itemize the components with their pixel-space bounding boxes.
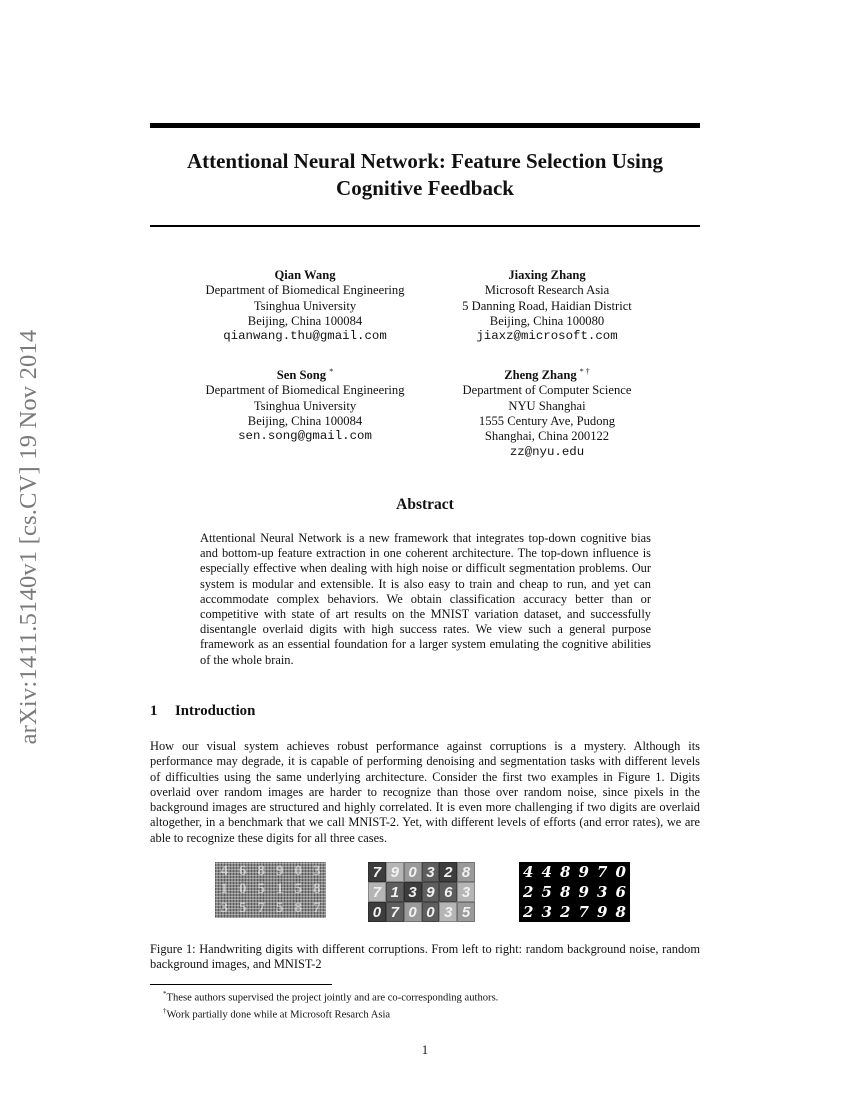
author-affiliation: NYU Shanghai bbox=[508, 398, 586, 413]
author-affiliation: 1555 Century Ave, Pudong bbox=[478, 414, 616, 429]
title-top-rule bbox=[150, 123, 700, 128]
author-affiliation: Shanghai, China 200122 bbox=[484, 429, 610, 444]
author-affiliation: Microsoft Research Asia bbox=[484, 283, 610, 298]
arxiv-identifier-text: arXiv:1411.5140v1 [cs.CV] 19 Nov 2014 bbox=[15, 329, 42, 745]
author-email: zz@nyu.edu bbox=[509, 444, 585, 459]
figure-panel-mnist-2: 4 4 8 9 7 0 2 5 8 9 3 6 2 3 2 7 9 8 bbox=[519, 862, 630, 922]
title-line-1: Attentional Neural Network: Feature Selection Using bbox=[186, 149, 664, 173]
author-affiliation: Department of Biomedical Engineering bbox=[205, 383, 405, 398]
section-heading-introduction bbox=[150, 703, 255, 720]
page-number: 1 bbox=[421, 1043, 429, 1057]
author-email: sen.song@gmail.com bbox=[238, 429, 372, 444]
author-affiliation: Beijing, China 100080 bbox=[489, 314, 605, 329]
abstract-text: Attentional Neural Network is a new framework that integrates top-down cognitive bias and bottom-up feature extraction in one coherent architecture. The top-down influence is especially effective when dealing with high noise or difficult segmentation problems. Our system is modular and extensible. It is also easy to train and cheap to run, and yet can accommodate complex behaviors. We obtain classification accuracy better than or competitive with state of art results on the MNIST variation dataset, and successfully disentangle overlaid digits with high success rates. We view such a general purpose framework as an essential foundation for a larger system emulating the cognitive abilities of the whole brain. bbox=[200, 531, 651, 667]
footnotes bbox=[163, 988, 700, 1022]
author-email: qianwang.thu@gmail.com bbox=[223, 329, 387, 344]
author-block-qian-wang bbox=[165, 264, 445, 345]
paper-title bbox=[150, 148, 700, 202]
abstract-heading: Abstract bbox=[396, 496, 454, 513]
author-name: Zheng Zhang * † bbox=[504, 367, 590, 383]
author-affiliation: 5 Danning Road, Haidian District bbox=[462, 298, 632, 313]
footnote-rule bbox=[150, 984, 332, 985]
author-email: jiaxz@microsoft.com bbox=[476, 329, 618, 344]
figure-1 bbox=[150, 862, 700, 924]
author-affiliation: Beijing, China 100084 bbox=[247, 414, 363, 429]
footnote-item: †Work partially done while at Microsoft Resarch Asia bbox=[163, 1007, 391, 1021]
author-affiliation: Tsinghua University bbox=[253, 298, 357, 313]
title-line-2: Cognitive Feedback bbox=[336, 176, 514, 200]
author-block-zheng-zhang bbox=[407, 364, 687, 460]
author-affiliation: Tsinghua University bbox=[253, 398, 357, 413]
figure-panel-noise-background: 4 6 8 9 0 3 1 0 5 1 5 8 3 5 7 5 8 7 bbox=[215, 862, 326, 918]
author-name: Qian Wang bbox=[274, 268, 336, 283]
section-number: 1 bbox=[150, 703, 158, 719]
figure-caption: Figure 1: Handwriting digits with different corruptions. From left to right: random background noise, random background images, and MNIST-2 bbox=[150, 942, 700, 972]
author-name: Jiaxing Zhang bbox=[508, 268, 586, 283]
footnote-item: *These authors supervised the project jointly and are co-corresponding authors. bbox=[163, 990, 499, 1004]
title-bottom-rule bbox=[150, 225, 700, 227]
arxiv-identifier-stamp bbox=[6, 294, 52, 780]
author-affiliation: Department of Computer Science bbox=[462, 383, 632, 398]
author-block-sen-song bbox=[165, 364, 445, 445]
introduction-text: How our visual system achieves robust performance against corruptions is a mystery. Although its performance may degrade, it is capable of performing denoising and segmentation tasks with different levels of difficulties using the same underlying architecture. Consider the first two examples in Figure 1. Digits overlaid over random images are harder to recognize than those over random noise, since pixels in the background images are structured and highly correlated. It is even more challenging if two digits are overlaid altogether, in a benchmark that we call MNIST-2. Yet, with different levels of efforts (and error rates), we are able to recognize these digits for all three cases. bbox=[150, 739, 700, 845]
figure-panel-image-background: 7 9 0 3 2 8 7 1 3 9 6 3 0 7 0 0 3 5 bbox=[368, 862, 475, 922]
author-affiliation: Department of Biomedical Engineering bbox=[205, 283, 405, 298]
section-title: Introduction bbox=[175, 703, 256, 719]
author-block-jiaxing-zhang bbox=[407, 264, 687, 345]
author-name: Sen Song * bbox=[276, 367, 334, 383]
author-affiliation: Beijing, China 100084 bbox=[247, 314, 363, 329]
